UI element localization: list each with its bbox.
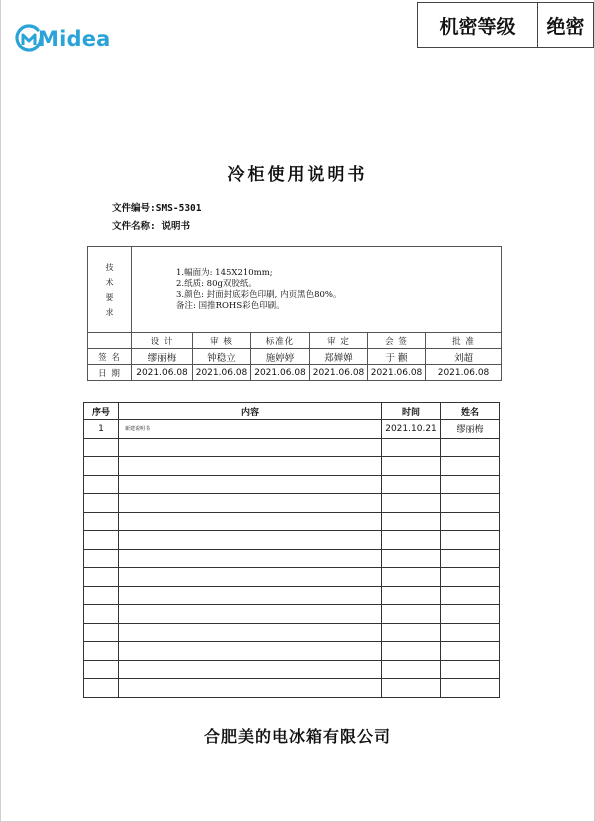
requirements-label-char: 求 [105,307,114,317]
company-name: 合肥美的电冰箱有限公司 [203,727,391,746]
approval-role: 审 核 [193,333,251,349]
table-cell: 2021.10.21 [382,420,441,439]
table-row [84,438,500,457]
approval-date: 2021.06.08 [426,365,502,381]
table-cell [382,679,441,698]
table-cell [84,642,119,661]
approval-role: 会 签 [368,333,426,349]
approval-role: 设 计 [132,333,193,349]
table-row [84,531,500,550]
approval-dates-row [88,365,502,381]
requirements-label-char: 技 [105,262,114,272]
table-cell [119,568,382,587]
approval-date: 2021.06.08 [251,365,310,381]
table-row [84,457,500,476]
classification-value: 绝密 [546,15,585,38]
table-row [84,605,500,624]
table-cell [441,438,500,457]
page-border-left [0,0,1,822]
table-cell [119,494,382,513]
approval-role: 批 准 [426,333,502,349]
requirements-label-char: 要 [105,292,114,302]
table-cell [84,660,119,679]
approval-table [87,246,502,381]
logo-text: Midea [38,27,111,51]
sign-label: 签 名 [88,349,132,365]
approval-names-row [88,349,502,365]
table-cell [84,512,119,531]
table-cell [441,679,500,698]
approval-name: 于 颧 [368,349,426,365]
midea-logo [14,22,111,56]
table-cell [119,438,382,457]
table-cell [84,623,119,642]
table-cell [84,679,119,698]
approval-role: 标准化 [251,333,310,349]
table-cell [382,457,441,476]
table-cell [382,642,441,661]
table-cell [119,586,382,605]
table-cell [84,568,119,587]
table-cell [441,494,500,513]
table-row [84,494,500,513]
table-cell [441,457,500,476]
table-cell [382,494,441,513]
table-cell [119,660,382,679]
requirements-label [88,247,132,333]
records-body [84,420,500,698]
table-cell [119,475,382,494]
table-cell [382,568,441,587]
table-cell [382,623,441,642]
approval-name: 缪丽梅 [132,349,193,365]
records-header-cell: 姓名 [441,403,500,420]
table-cell [382,531,441,550]
table-cell [119,642,382,661]
table-cell [84,605,119,624]
records-header-cell: 时间 [382,403,441,420]
requirement-line: 2.纸质: 80g双胶纸。 [176,279,257,289]
table-cell [382,512,441,531]
approval-roles-row [88,333,502,349]
classification-box [417,2,594,48]
table-cell [84,475,119,494]
table-cell [382,549,441,568]
table-cell: 缪丽梅 [441,420,500,439]
approval-date: 2021.06.08 [368,365,426,381]
table-row [84,586,500,605]
records-header-row [84,403,500,420]
table-cell [119,549,382,568]
table-cell [382,475,441,494]
table-row [84,679,500,698]
table-cell [382,586,441,605]
table-cell [441,475,500,494]
table-row [84,420,500,439]
table-cell: 1 [84,420,119,439]
table-cell: 新建说明书 [119,420,382,439]
table-cell [119,531,382,550]
requirement-line: 1.幅面为: 145X210mm; [176,268,273,278]
table-cell [441,512,500,531]
table-row [84,623,500,642]
table-row [84,660,500,679]
table-cell [119,623,382,642]
revision-records-table [83,402,500,698]
table-row [84,642,500,661]
document-title: 冷柜使用说明书 [227,165,368,185]
approval-role-spacer [88,333,132,349]
date-label: 日 期 [88,365,132,381]
table-cell [382,660,441,679]
approval-date: 2021.06.08 [310,365,368,381]
table-cell [119,512,382,531]
approval-role: 审 定 [310,333,368,349]
requirements-label-char: 术 [105,277,114,287]
table-cell [84,457,119,476]
table-cell [84,549,119,568]
table-cell [441,586,500,605]
table-cell [441,605,500,624]
table-cell [119,605,382,624]
table-cell [119,457,382,476]
table-row [84,512,500,531]
table-cell [441,642,500,661]
table-cell [84,494,119,513]
table-cell [441,660,500,679]
table-cell [84,438,119,457]
table-row [84,568,500,587]
approval-name: 郑婵婵 [310,349,368,365]
document-name: 文件名称: 说明书 [112,221,190,232]
approval-name: 施婷婷 [251,349,310,365]
approval-name: 钟稳立 [193,349,251,365]
table-row [84,549,500,568]
table-cell [119,679,382,698]
table-cell [84,531,119,550]
classification-label: 机密等级 [418,3,538,47]
requirement-line: 备注: 国推ROHS彩色印刷。 [176,301,285,311]
approval-date: 2021.06.08 [132,365,193,381]
approval-name: 刘超 [426,349,502,365]
document-number: 文件编号:SMS-5301 [112,203,202,214]
table-cell [382,438,441,457]
table-cell [441,623,500,642]
approval-date: 2021.06.08 [193,365,251,381]
records-header-cell: 序号 [84,403,119,420]
table-cell [441,549,500,568]
table-cell [441,568,500,587]
table-cell [441,531,500,550]
table-row [84,475,500,494]
table-cell [382,605,441,624]
requirement-line: 3.颜色: 封面封底彩色印刷, 内页黑色80%。 [176,290,342,300]
table-cell [84,586,119,605]
records-header-cell: 内容 [119,403,382,420]
requirements-body [132,247,502,333]
